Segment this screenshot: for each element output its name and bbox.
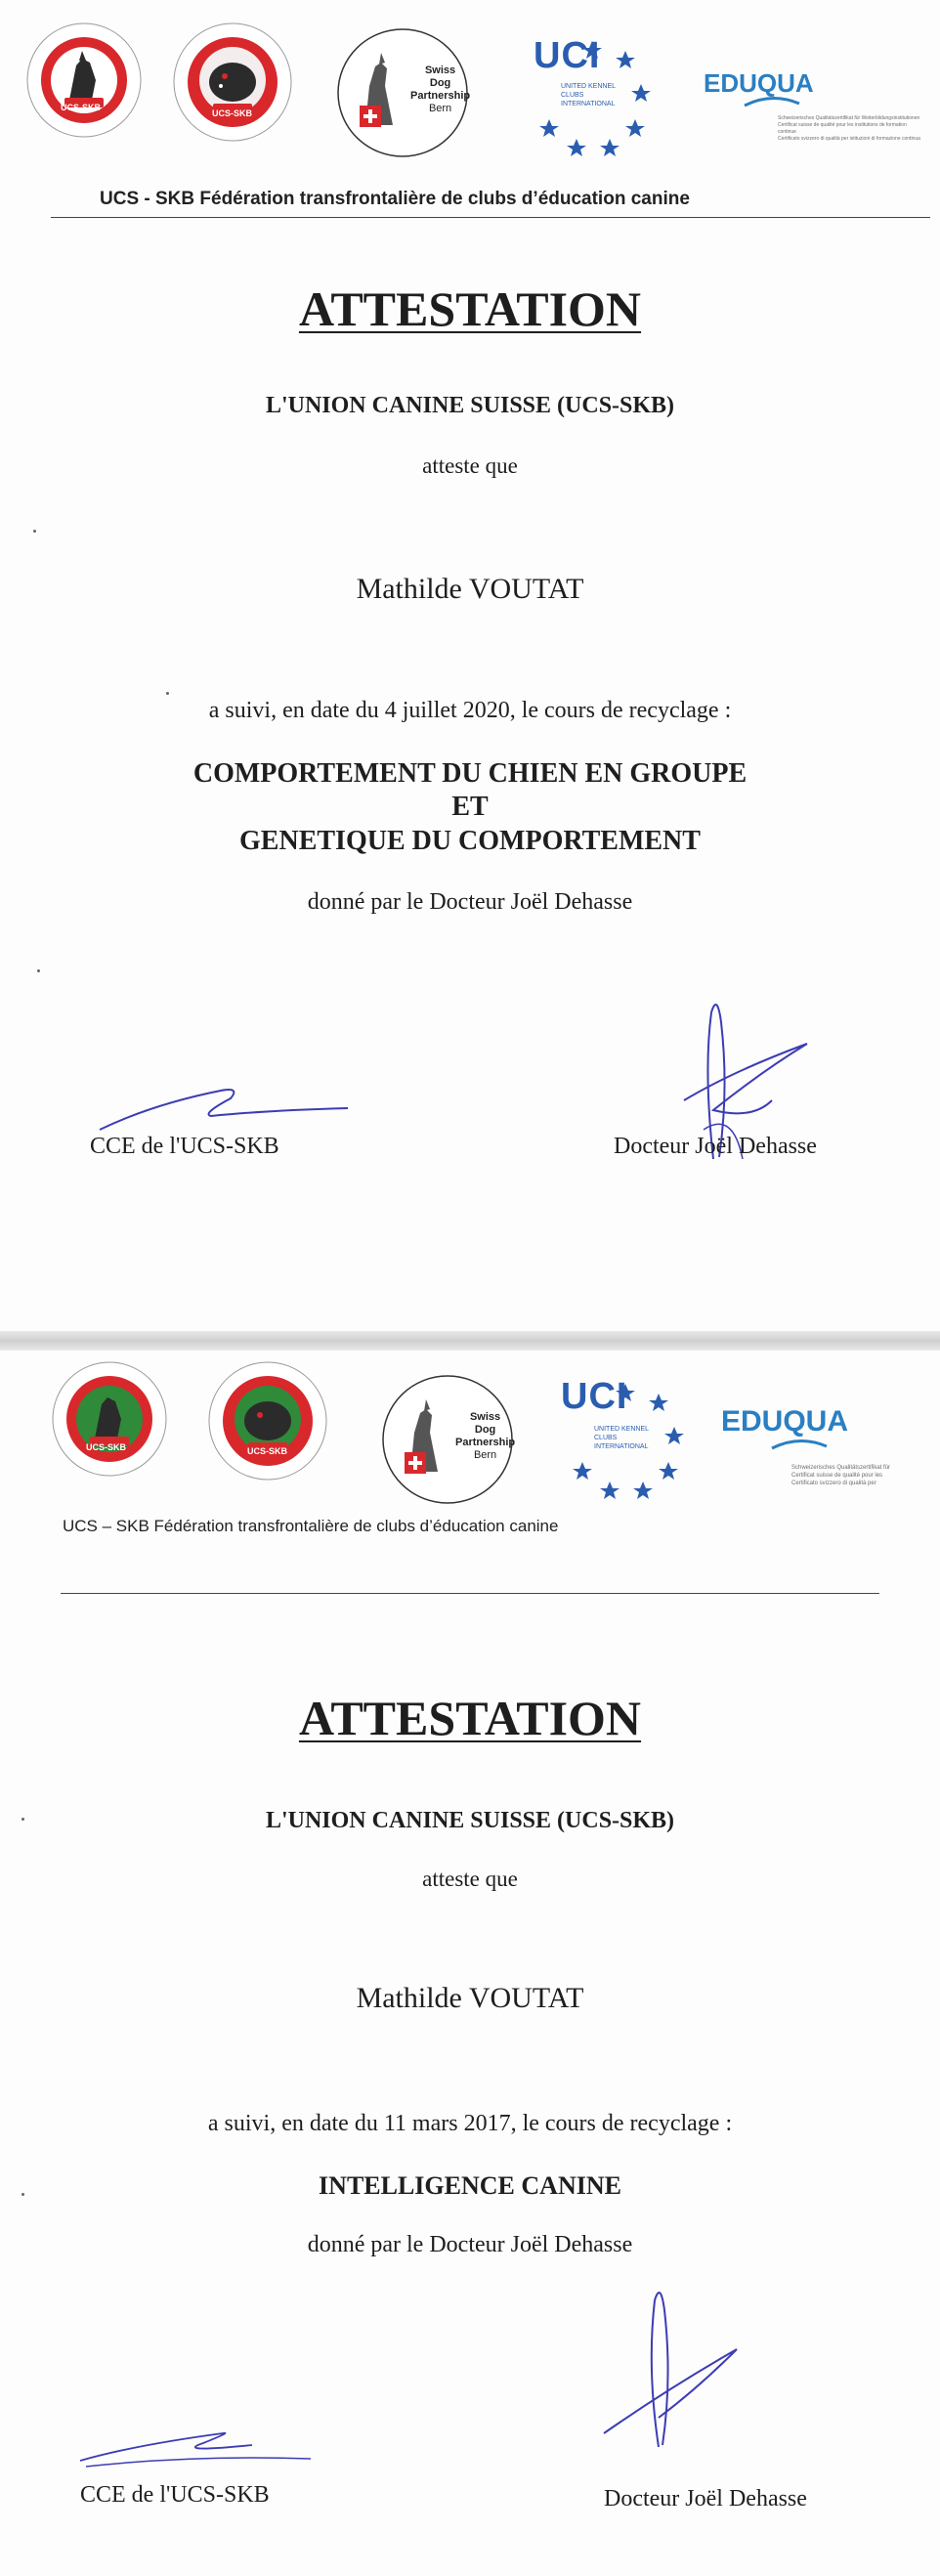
seal1-badge: UCS-SKB — [61, 103, 102, 112]
eduqua-subtext: Schweizerisches Qualitätszertifikat für Certificat suisse de qualité pour les Certificato svizzero di qualità per — [791, 1465, 891, 1486]
course-statement: a suivi, en date du 4 juillet 2020, le cours de recyclage : — [208, 698, 732, 723]
recipient-name: Mathilde VOUTAT — [356, 573, 584, 605]
course-statement: a suivi, en date du 11 mars 2017, le cours de recyclage : — [207, 2111, 733, 2136]
signature-left-icon — [76, 2416, 330, 2474]
scan-speck — [166, 692, 169, 695]
seal1-badge: UCS-SKB — [86, 1442, 127, 1452]
attestation-title: ATTESTATION — [298, 281, 642, 336]
eduqua-subtext: Schweizerisches Qualitätszertifikat für Weiterbildungsinstitutionen Certificat suisse de qualité pour les institutions de formation continue Certificato svizzero di qualità per istituzioni di formazione continua — [778, 115, 920, 142]
atteste-que: atteste que — [422, 453, 518, 478]
signature-left-icon — [94, 1065, 358, 1143]
eduqua-logo-text: EDUQUA — [721, 1405, 849, 1438]
ucs-skb-dog-seal-icon — [172, 21, 293, 143]
organization-name: L'UNION CANINE SUISSE (UCS-SKB) — [265, 1808, 675, 1833]
eduqua-logo-text: EDUQUA — [704, 68, 814, 98]
course-title-line-1: INTELLIGENCE CANINE — [319, 2171, 621, 2200]
uci-logo-text: UCI — [561, 1376, 628, 1417]
organization-name: L'UNION CANINE SUISSE (UCS-SKB) — [265, 393, 675, 418]
attestation-title: ATTESTATION — [298, 1691, 642, 1745]
scan-speck — [21, 2193, 24, 2196]
recipient-name: Mathilde VOUTAT — [356, 1982, 584, 2014]
signature-label-right: Docteur Joël Dehasse — [604, 2486, 807, 2512]
given-by: donné par le Docteur Joël Dehasse — [307, 2232, 633, 2257]
ucs-skb-dog-seal-icon — [207, 1360, 328, 1481]
seal2-badge: UCS-SKB — [212, 108, 253, 118]
uci-subtext: UNITED KENNEL CLUBS INTERNATIONAL — [594, 1426, 650, 1450]
federation-header: UCS – SKB Fédération transfrontalière de clubs d’éducation canine — [63, 1517, 559, 1535]
uci-logo-text: UCI — [534, 35, 601, 76]
scan-speck — [21, 1818, 24, 1821]
uci-subtext: UNITED KENNEL CLUBS INTERNATIONAL — [561, 83, 617, 107]
header-rule — [61, 1593, 879, 1594]
signature-label-right: Docteur Joël Dehasse — [614, 1134, 817, 1159]
atteste-que: atteste que — [422, 1867, 518, 1891]
header-rule — [51, 217, 930, 218]
ucs-skb-seal-icon — [51, 1360, 168, 1478]
ucs-skb-seal-icon — [25, 21, 143, 139]
partnership-text: Swiss Dog Partnership Bern — [455, 1411, 516, 1461]
given-by: donné par le Docteur Joël Dehasse — [307, 889, 633, 915]
signature-label-left: CCE de l'UCS-SKB — [90, 1134, 279, 1159]
course-title-line-2: ET — [451, 792, 489, 822]
page-separator — [0, 1331, 940, 1351]
scan-speck — [37, 969, 40, 972]
seal2-badge: UCS-SKB — [247, 1446, 288, 1456]
signature-right-icon — [600, 2281, 747, 2457]
eduqua-swoosh-icon — [770, 1437, 829, 1459]
signature-label-left: CCE de l'UCS-SKB — [80, 2482, 270, 2508]
certificate-page-2 — [0, 1351, 940, 2576]
eduqua-swoosh-icon — [743, 94, 801, 116]
federation-header: UCS - SKB Fédération transfrontalière de clubs d’éducation canine — [100, 189, 690, 209]
course-title-line-1: COMPORTEMENT DU CHIEN EN GROUPE — [192, 758, 748, 789]
course-title-line-3: GENETIQUE DU COMPORTEMENT — [239, 826, 701, 856]
partnership-text: Swiss Dog Partnership Bern — [410, 64, 471, 114]
scan-speck — [33, 530, 36, 533]
